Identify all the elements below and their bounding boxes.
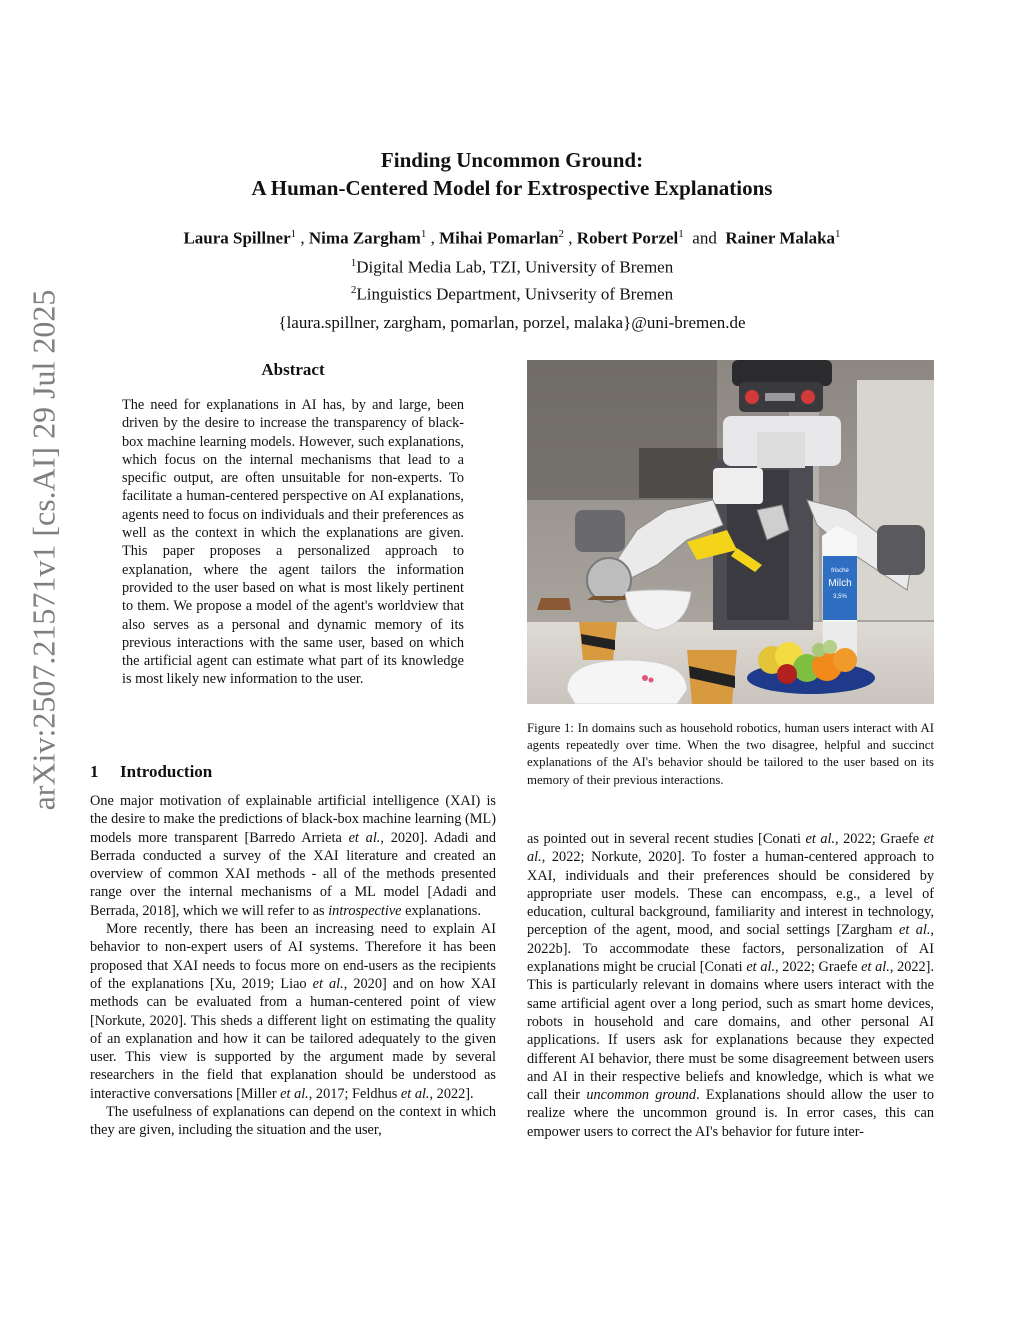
paragraph: The usefulness of explanations can depend on the context in which they are given, including the situation and the user, [90, 1104, 496, 1139]
right-column-body [527, 830, 934, 1141]
author-name: Laura Spillner [183, 228, 291, 248]
author-and: and [692, 228, 717, 248]
affiliation-text: Digital Media Lab, TZI, University of Bremen [356, 257, 674, 277]
author-affil-mark: 1 [835, 228, 841, 240]
paragraph: One major motivation of explainable artificial intelligence (XAI) is the desire to make the predictions of black-box machine learning (ML) models more transparent [Barredo Arrieta et al., 2020]. Adadi and Berrada conducted a survey of the XAI literature and created an overview of common XAI methods - all of the methods presented range over the internal mechanisms of a ML model [Adadi and Berrada, 2018], which we will refer to as introspective explanations. [90, 793, 496, 919]
paper-title [0, 146, 1024, 202]
section-number: 1 [90, 762, 99, 781]
paragraph: More recently, there has been an increasing need to explain AI behavior to non-expert users of AI systems. Therefore it has been proposed that XAI needs to focus more on end-users as the recipients of the explanations [Xu, 2019; Liao et al., 2020] and on how XAI methods can be evaluated from a human-centered point of view [Norkute, 2020]. This sheds a different light on estimating the quality of an explanation and how it can be tailored adequately to the given user. This view is supported by the argument made by several researchers in the field that explanation should be understood as interactive conversations [Miller et al., 2017; Feldhus et al., 2022]. [90, 921, 496, 1102]
author-separator: , [568, 228, 573, 248]
milk-label-main: Milch [828, 578, 852, 589]
section-heading-introduction [90, 762, 212, 782]
section-title: Introduction [120, 762, 213, 781]
author-name: Nima Zargham [308, 228, 421, 248]
affiliation-mark: 1 [350, 257, 357, 269]
author-affil-mark: 2 [558, 228, 565, 240]
author-emails: {laura.spillner, zargham, pomarlan, porzel, malaka}@uni-bremen.de [278, 313, 746, 333]
milk-label-top: frische [831, 568, 849, 574]
abstract-text: The need for explanations in AI has, by and large, been driven by the desire to increase the transparency of black-box machine learning models. However, such explanations, which focus on the internal mechanisms that lead to a specific output, are often unsuitable for non-experts. To facilitate a human-centered perspective on AI explanations, agents need to focus on individuals and their preferences as well as the context in which the explanations are given. This paper proposes a personalized approach to explanation, where the agent tailors the information provided to the user based on what is most likely pertinent to them. We propose a model of the agent's worldview that also serves as a personal and dynamic memory of its previous interactions with the same user, based on which the artificial agent can estimate what part of its knowledge is most likely new information to the user. [122, 397, 464, 688]
author-name: Rainer Malaka [725, 228, 836, 248]
author-affil-mark: 1 [420, 228, 427, 240]
paragraph: as pointed out in several recent studies [Conati et al., 2022; Graefe et al., 2022; Norkute, 2020]. To foster a human-centered approach to XAI, individuals and their preferences should be considered by appropriate user models. These can encompass, e.g., a level of education, cultural background, familiarity and interest in technology, perception of the agent, mood, and social settings [Zargham et al., 2022b]. To accommodate these factors, personalization of AI explanations might be crucial [Conati et al., 2022; Graefe et al., 2022]. This is particularly relevant in domains where users interact with the same artificial agent over a long period, such as smart home devices, robots in household and care domains, and other personal AI applications. If users ask for explanations because they expected different AI behavior, there must be some disagreement between users and AI in their respective beliefs and knowledge, which is what we call their uncommon ground. Explanations should allow the user to realize where the uncommon ground is. In error cases, this can empower users to correct the AI's behavior for future inter- [527, 831, 935, 1140]
arxiv-identifier-text: arXiv:2507.21571v1 [cs.AI] 29 Jul 2025 [25, 289, 62, 811]
introduction-body [90, 792, 496, 1140]
milk-label-fat: 3,5% [833, 594, 847, 600]
affiliation-text: Linguistics Department, Univserity of Bremen [356, 284, 674, 304]
affiliation-mark: 2 [350, 283, 357, 296]
affiliations [0, 252, 1024, 334]
paper-title-line-1: Finding Uncommon Ground: [380, 148, 644, 172]
author-affil-mark: 1 [678, 228, 684, 240]
figure-caption: Figure 1: In domains such as household robotics, human users interact with AI agents repeatedly over time. When the two disagree, helpful and succinct explanations of the AI's behavior should be tailored to the user based on its memory of their previous interactions. [527, 721, 934, 787]
figure-robot-photo [527, 360, 934, 704]
author-separator: , [430, 228, 435, 248]
abstract-heading: Abstract [261, 360, 325, 379]
author-affil-mark: 1 [290, 228, 297, 240]
author-list [0, 222, 1024, 251]
author-name: Robert Porzel [576, 228, 679, 248]
author-separator: , [300, 228, 305, 248]
author-name: Mihai Pomarlan [439, 228, 559, 248]
paper-title-line-2: A Human-Centered Model for Extrospective Explanations [251, 176, 773, 200]
affiliation [0, 252, 1024, 279]
affiliation [0, 279, 1024, 306]
